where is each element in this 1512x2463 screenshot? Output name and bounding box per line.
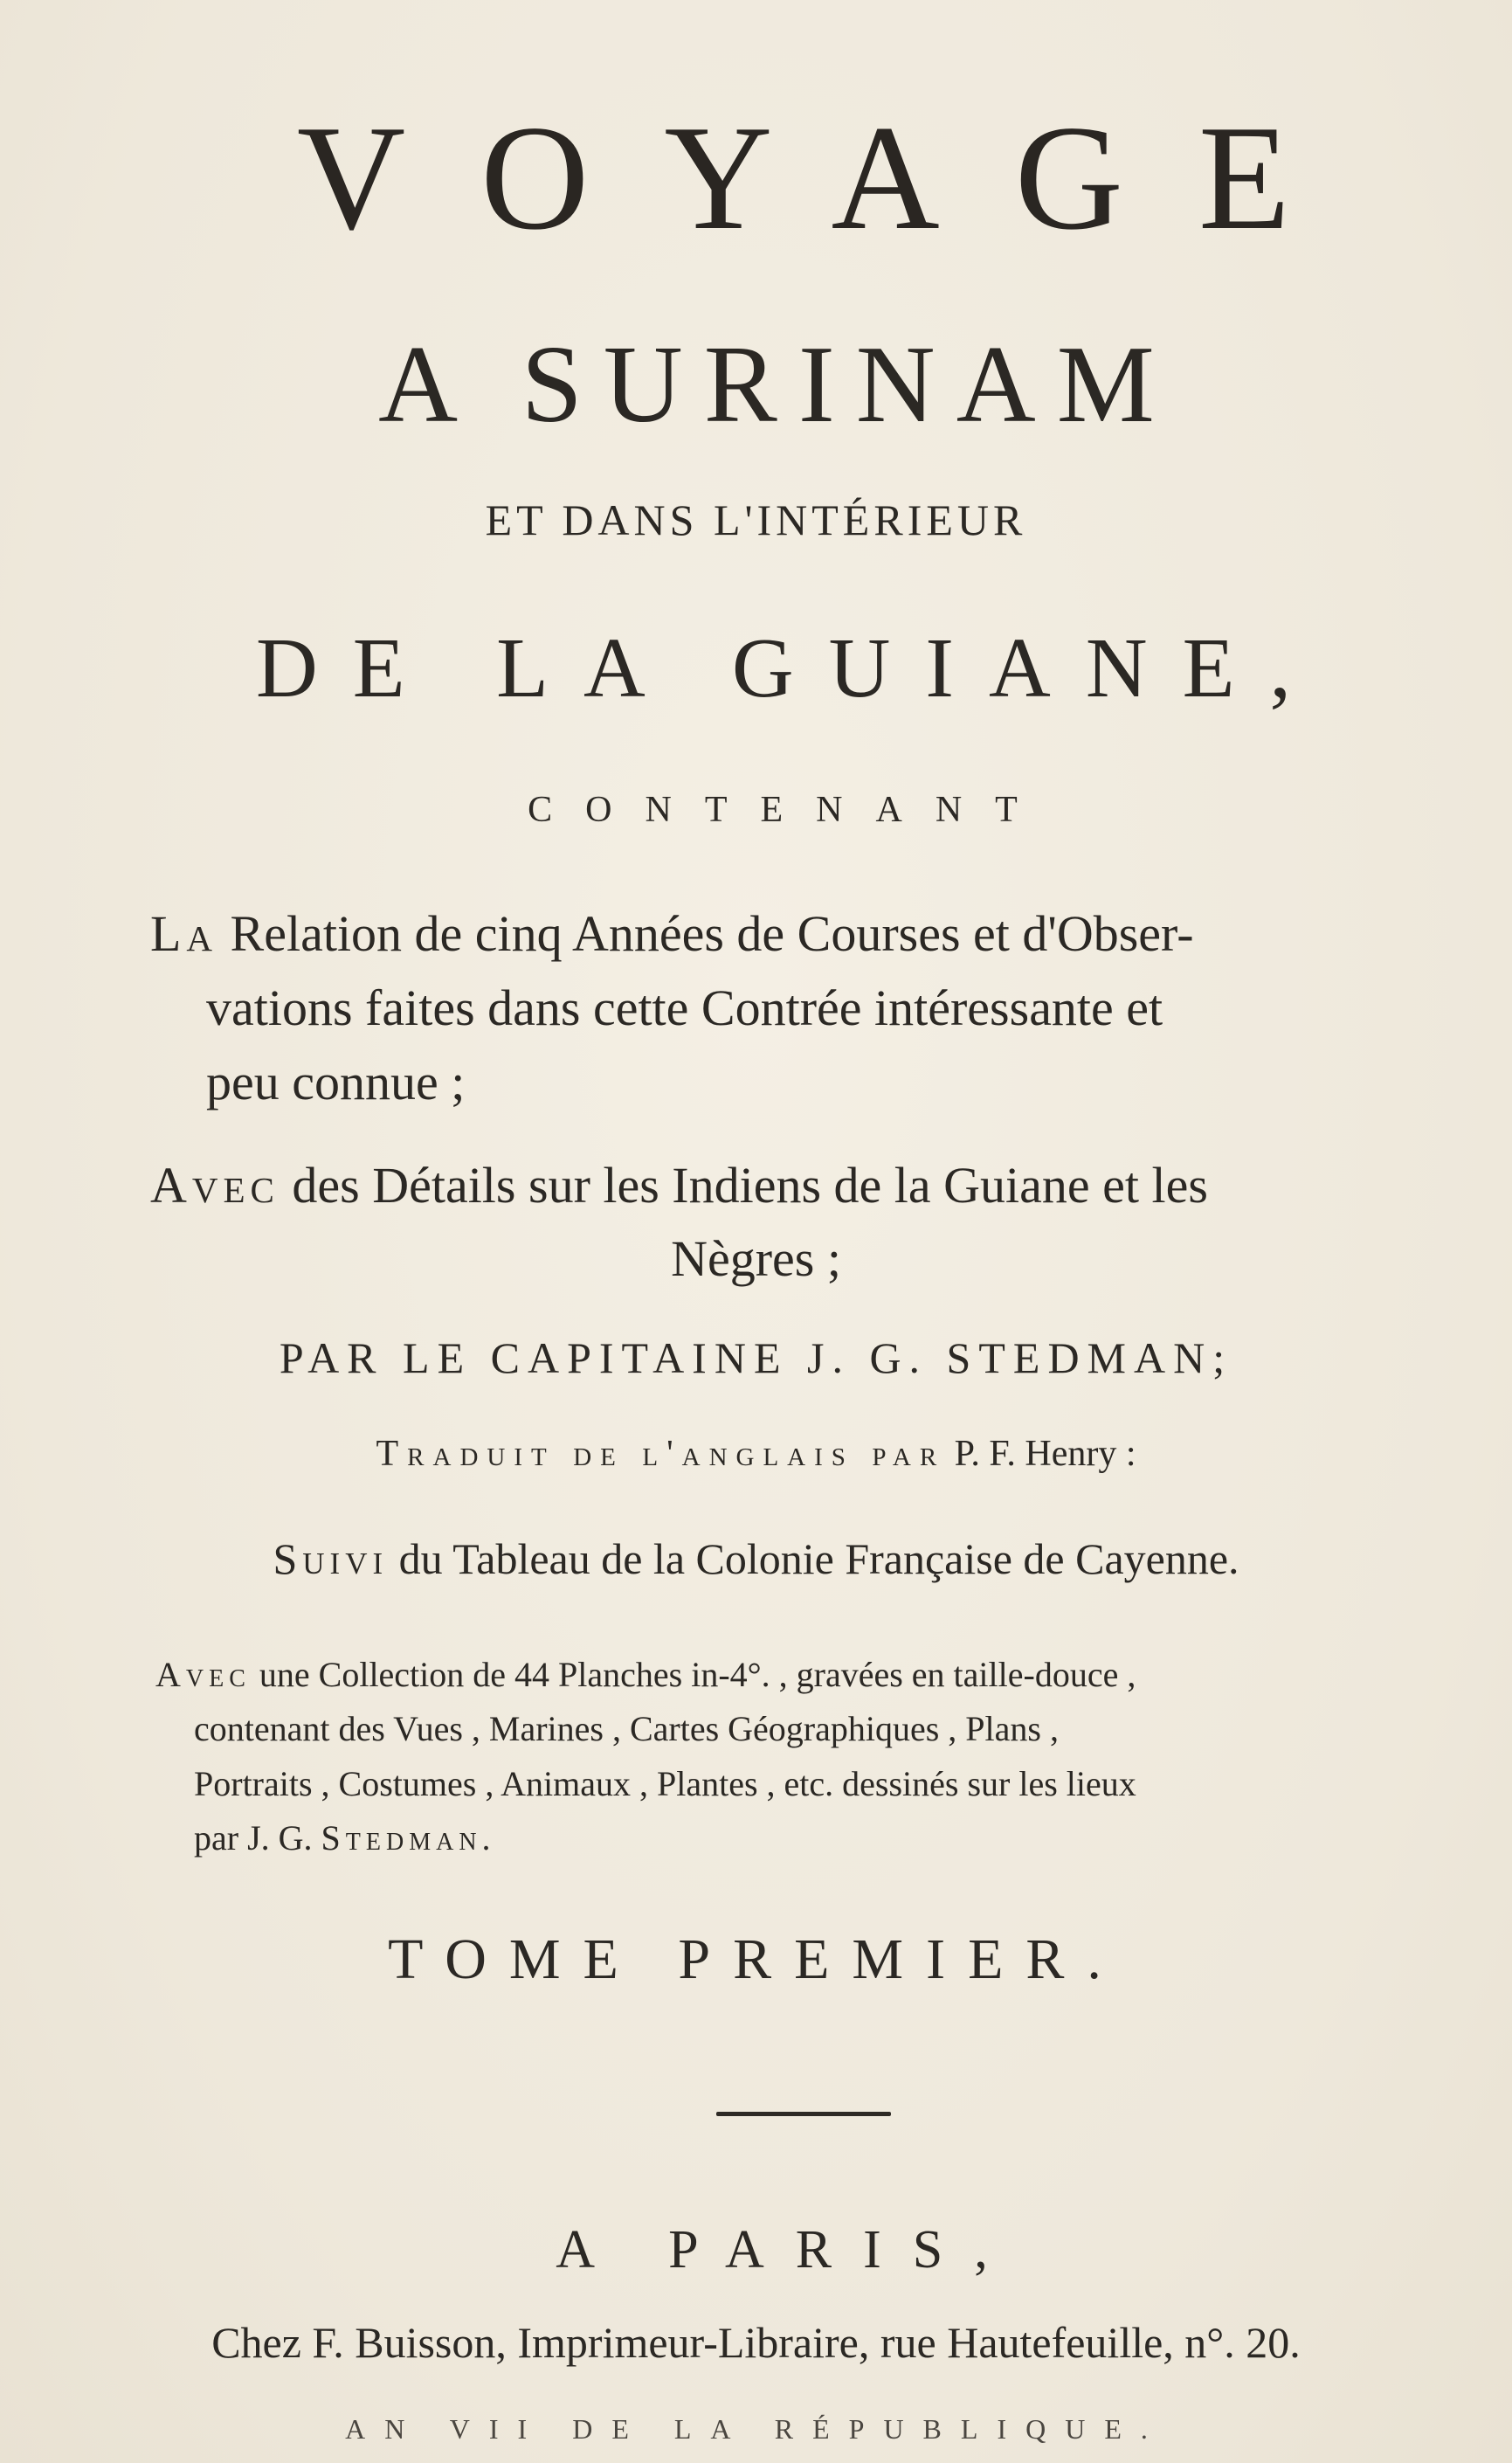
avec-line-2: Nègres ; xyxy=(671,1230,841,1287)
title-et-dans: ET DANS L'INTÉRIEUR xyxy=(485,495,1027,544)
avec-line-1-text: des Détails sur les Indiens de la Guiane et les xyxy=(292,1157,1208,1214)
translator-prefix: Traduit de l'anglais par xyxy=(376,1434,946,1474)
collection-line-2: contenant des Vues , Marines , Cartes Géographiques , Plans , xyxy=(194,1709,1059,1748)
translator-line xyxy=(0,1433,1512,1475)
collection-line-4-b: Stedman. xyxy=(321,1818,496,1858)
relation-line-2: vations faites dans cette Contrée intéressante et xyxy=(206,979,1163,1036)
relation-line-1-text: Relation de cinq Années de Courses et d'Obser- xyxy=(230,905,1194,962)
divider-rule xyxy=(716,2112,891,2116)
relation-line-3: peu connue ; xyxy=(206,1054,466,1110)
relation-line-1 xyxy=(150,905,1194,962)
tome-line: TOME PREMIER. xyxy=(388,1927,1124,1991)
avec-line-1 xyxy=(150,1157,1208,1214)
suivi-text: du Tableau de la Colonie Française de Cayenne. xyxy=(398,1534,1239,1583)
title-voyage: VOYAGE xyxy=(296,95,1366,261)
collection-line-4-a: par J. G. xyxy=(194,1818,313,1858)
collection-line-3: Portraits , Costumes , Animaux , Plantes , etc. dessinés sur les lieux xyxy=(194,1764,1136,1803)
collection-line-1-text: une Collection de 44 Planches in-4°. , gravées en taille-douce , xyxy=(259,1655,1136,1694)
collection-initial: Avec xyxy=(155,1655,251,1694)
translator-name: P. F. Henry : xyxy=(954,1434,1136,1474)
title-surinam: A SURINAM xyxy=(378,324,1176,446)
imprint-publisher: Chez F. Buisson, Imprimeur-Libraire, rue Hautefeuille, n°. 20. xyxy=(211,2318,1301,2367)
relation-initial: La xyxy=(150,905,218,962)
title-guiane: DE LA GUIANE, xyxy=(256,621,1326,716)
imprint-city: A PARIS, xyxy=(556,2220,1019,2280)
avec-initial: Avec xyxy=(150,1157,280,1214)
suivi-line xyxy=(0,1533,1512,1584)
author-line: PAR LE CAPITAINE J. G. STEDMAN; xyxy=(279,1333,1233,1382)
collection-line-1 xyxy=(155,1654,1136,1695)
collection-line-4 xyxy=(194,1817,496,1858)
title-contenant: CONTENANT xyxy=(528,790,1051,830)
suivi-initial: Suivi xyxy=(273,1534,389,1583)
imprint-date: AN VII DE LA RÉPUBLIQUE. xyxy=(345,2413,1167,2445)
